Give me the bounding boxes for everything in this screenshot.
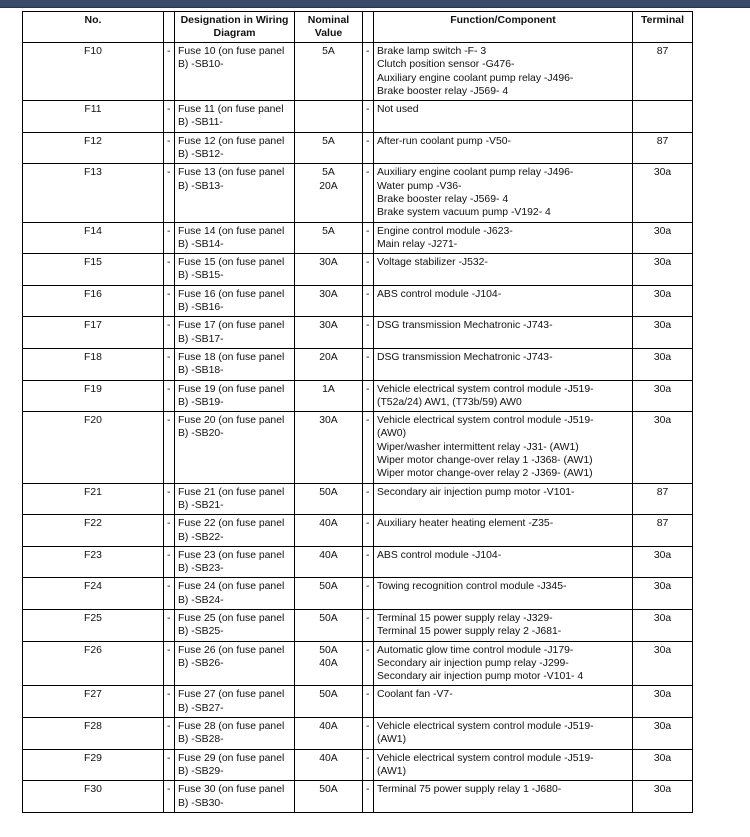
dash-marker: - [164,515,175,547]
function-cell [374,380,633,412]
designation-cell [175,483,295,515]
nominal-value-cell-line: 30A [319,257,338,269]
designation-cell-line: Fuse 21 (on fuse panel [178,486,285,498]
designation-cell-line: B) -SB16- [178,302,224,314]
function-cell-line: Brake lamp switch -F- 3 [377,46,487,57]
designation-cell-line: B) -SB22- [178,531,224,543]
terminal-cell: 30a [633,609,693,641]
designation-cell [175,348,295,380]
function-cell [374,254,633,286]
function-cell-line: Brake booster relay -J569- 4 [377,193,509,205]
fuse-number: F16 [23,285,164,317]
terminal-cell: 30a [633,254,693,286]
nominal-value-cell-line: 20A [319,180,338,192]
designation-cell-line: B) -SB12- [178,149,224,161]
designation-cell-line: B) -SB24- [178,594,224,606]
table-row [23,254,693,286]
header-no: No. [23,12,164,43]
header-dash-spacer [363,12,374,43]
function-cell [374,285,633,317]
designation-cell [175,222,295,254]
designation-cell-line: Fuse 12 (on fuse panel [178,135,285,147]
designation-cell [175,578,295,610]
nominal-value-cell-line: 40A [319,549,338,561]
designation-cell [175,718,295,750]
designation-cell [175,254,295,286]
function-cell-line: Brake booster relay -J569- 4 [377,85,509,97]
nominal-value-cell-line: 40A [319,721,338,733]
designation-cell-line: B) -SB27- [178,702,224,714]
dash-marker: - [164,317,175,349]
table-row [23,348,693,380]
function-cell-line: Secondary air injection pump motor -V101- [377,486,575,498]
header-nominal-value: Nominal Value [295,12,363,43]
dash-marker: - [164,641,175,686]
dash-marker: - [164,101,175,133]
nominal-value-cell-line: 50A [319,644,338,656]
window-top-bar [0,0,750,8]
terminal-cell: 30a [633,380,693,412]
table-row [23,641,693,686]
designation-cell [175,317,295,349]
fuse-number: F10 [23,43,164,101]
terminal-cell: 30a [633,781,693,813]
nominal-value-cell [295,483,363,515]
dash-marker: - [164,578,175,610]
nominal-value-cell [295,43,363,101]
function-cell [374,412,633,483]
function-cell [374,578,633,610]
function-cell [374,546,633,578]
table-row [23,222,693,254]
header-designation: Designation in Wiring Diagram [175,12,295,43]
designation-cell-line: B) -SB15- [178,270,224,282]
terminal-cell: 30a [633,641,693,686]
dash-marker: - [164,546,175,578]
fuse-table-body [23,43,693,813]
nominal-value-cell [295,412,363,483]
designation-cell-line: Fuse 27 (on fuse panel [178,689,285,701]
table-row [23,749,693,781]
designation-cell-line: Fuse 25 (on fuse panel [178,612,285,624]
dash-marker: - [164,285,175,317]
fuse-table [22,11,693,813]
nominal-value-cell [295,515,363,547]
nominal-value-cell-line: 40A [319,752,338,764]
designation-cell-line: B) -SB28- [178,734,224,746]
designation-cell [175,380,295,412]
dash-marker: - [363,101,374,133]
dash-marker: - [363,578,374,610]
function-cell-line: (AW0) [377,428,407,440]
terminal-cell: 30a [633,222,693,254]
dash-marker: - [363,686,374,718]
table-row [23,132,693,164]
fuse-number: F14 [23,222,164,254]
designation-cell-line: Fuse 17 (on fuse panel [178,320,285,332]
nominal-value-cell [295,641,363,686]
dash-marker: - [164,718,175,750]
function-cell-line: After-run coolant pump -V50- [377,135,511,147]
fuse-number: F20 [23,412,164,483]
function-cell-line: Secondary air injection pump motor -V101- 4 [377,671,584,683]
dash-marker: - [363,43,374,101]
table-row [23,686,693,718]
function-cell [374,483,633,515]
nominal-value-cell [295,380,363,412]
nominal-value-cell-line: 30A [319,320,338,332]
designation-cell [175,412,295,483]
table-row [23,101,693,133]
function-cell [374,718,633,750]
dash-marker: - [363,222,374,254]
header-terminal: Terminal [633,12,693,43]
function-cell-line: Automatic glow time control module -J179- [377,644,574,656]
header-dash-spacer [164,12,175,43]
fuse-number: F22 [23,515,164,547]
table-row [23,546,693,578]
designation-cell-line: B) -SB29- [178,765,224,777]
designation-cell [175,101,295,133]
fuse-number: F23 [23,546,164,578]
fuse-number: F29 [23,749,164,781]
function-cell-line: DSG transmission Mechatronic -J743- [377,351,553,363]
function-cell [374,515,633,547]
designation-cell-line: Fuse 13 (on fuse panel [178,167,285,179]
designation-cell [175,132,295,164]
dash-marker: - [164,749,175,781]
function-cell-line: Engine control module -J623- [377,225,513,237]
dash-marker: - [363,609,374,641]
nominal-value-cell [295,164,363,222]
dash-marker: - [363,483,374,515]
function-cell-line: Secondary air injection pump relay -J299- [377,657,569,669]
terminal-cell: 87 [633,43,693,101]
nominal-value-cell [295,749,363,781]
dash-marker: - [164,164,175,222]
dash-marker: - [164,43,175,101]
nominal-value-cell [295,718,363,750]
table-row [23,317,693,349]
function-cell-line: Brake system vacuum pump -V192- 4 [377,207,551,219]
nominal-value-cell-line: 50A [319,612,338,624]
function-cell [374,132,633,164]
dash-marker: - [363,132,374,164]
table-row [23,43,693,101]
nominal-value-cell-line: 50A [319,689,338,701]
fuse-number: F15 [23,254,164,286]
designation-cell-line: Fuse 28 (on fuse panel [178,721,285,733]
function-cell-line: Terminal 15 power supply relay -J329- [377,612,553,624]
designation-cell [175,515,295,547]
table-row [23,609,693,641]
designation-cell-line: Fuse 11 (on fuse panel [178,104,284,116]
nominal-value-cell-line: 40A [319,657,338,669]
dash-marker: - [164,686,175,718]
designation-cell-line: B) -SB17- [178,333,224,345]
terminal-cell: 87 [633,515,693,547]
designation-cell-line: Fuse 10 (on fuse panel [178,46,285,57]
function-cell-line: DSG transmission Mechatronic -J743- [377,320,553,332]
dash-marker: - [363,412,374,483]
function-cell-line: Vehicle electrical system control module -J519- [377,721,594,733]
function-cell-line: Auxiliary engine coolant pump relay -J496- [377,167,574,179]
function-cell [374,641,633,686]
fuse-number: F13 [23,164,164,222]
function-cell-line: Water pump -V36- [377,180,462,192]
nominal-value-cell-line: 50A [319,486,338,498]
nominal-value-cell-line: 5A [322,135,335,147]
dash-marker: - [363,718,374,750]
function-cell-line: Terminal 75 power supply relay 1 -J680- [377,784,562,796]
table-row [23,515,693,547]
terminal-cell: 87 [633,132,693,164]
function-cell-line: ABS control module -J104- [377,288,502,300]
terminal-cell: 30a [633,285,693,317]
designation-cell-line: Fuse 26 (on fuse panel [178,644,285,656]
nominal-value-cell [295,578,363,610]
header-function: Function/Component [374,12,633,43]
designation-cell-line: B) -SB21- [178,499,224,511]
function-cell-line: Terminal 15 power supply relay 2 -J681- [377,626,562,638]
terminal-cell: 30a [633,686,693,718]
terminal-cell: 30a [633,718,693,750]
function-cell [374,101,633,133]
nominal-value-cell-line: 5A [322,225,335,237]
dash-marker: - [363,781,374,813]
function-cell-line: (T52a/24) AW1, (T73b/59) AW0 [377,396,522,408]
designation-cell-line: Fuse 14 (on fuse panel [178,225,285,237]
terminal-cell: 30a [633,164,693,222]
dash-marker: - [363,317,374,349]
designation-cell-line: Fuse 22 (on fuse panel [178,518,285,530]
dash-marker: - [164,483,175,515]
table-row [23,285,693,317]
designation-cell [175,164,295,222]
function-cell [374,609,633,641]
nominal-value-cell-line: 5A [322,167,335,179]
function-cell-line: Towing recognition control module -J345- [377,581,567,593]
function-cell-line: Not used [377,104,419,116]
nominal-value-cell-line: 1A [322,383,335,395]
designation-cell-line: Fuse 19 (on fuse panel [178,383,285,395]
designation-cell [175,749,295,781]
function-cell [374,222,633,254]
nominal-value-cell-line: 50A [319,581,338,593]
nominal-value-cell [295,348,363,380]
dash-marker: - [363,749,374,781]
nominal-value-cell [295,254,363,286]
function-cell-line: Vehicle electrical system control module -J519- [377,383,594,395]
designation-cell-line: B) -SB20- [178,428,224,440]
function-cell-line: (AW1) [377,765,407,777]
terminal-cell [633,101,693,133]
designation-cell-line: B) -SB14- [178,238,224,250]
fuse-number: F17 [23,317,164,349]
terminal-cell: 30a [633,412,693,483]
function-cell-line: (AW1) [377,734,407,746]
table-row [23,483,693,515]
function-cell [374,749,633,781]
designation-cell-line: Fuse 16 (on fuse panel [178,288,285,300]
dash-marker: - [363,380,374,412]
nominal-value-cell [295,285,363,317]
function-cell [374,781,633,813]
designation-cell-line: Fuse 30 (on fuse panel [178,784,285,796]
designation-cell-line: B) -SB18- [178,365,224,377]
dash-marker: - [363,254,374,286]
dash-marker: - [164,781,175,813]
designation-cell-line: B) -SB11- [178,117,223,129]
designation-cell [175,781,295,813]
dash-marker: - [164,348,175,380]
designation-cell-line: Fuse 15 (on fuse panel [178,257,285,269]
designation-cell-line: B) -SB23- [178,563,224,575]
nominal-value-cell-line: 30A [319,415,338,427]
fuse-number: F26 [23,641,164,686]
table-row [23,781,693,813]
function-cell [374,164,633,222]
fuse-number: F30 [23,781,164,813]
dash-marker: - [164,412,175,483]
designation-cell [175,285,295,317]
dash-marker: - [363,641,374,686]
fuse-number: F18 [23,348,164,380]
fuse-number: F21 [23,483,164,515]
nominal-value-cell-line: 40A [319,518,338,530]
nominal-value-cell [295,546,363,578]
dash-marker: - [164,132,175,164]
function-cell-line: Clutch position sensor -G476- [377,59,515,71]
terminal-cell: 30a [633,348,693,380]
designation-cell-line: Fuse 24 (on fuse panel [178,581,285,593]
table-row [23,380,693,412]
nominal-value-cell [295,609,363,641]
fuse-number: F24 [23,578,164,610]
function-cell-line: Vehicle electrical system control module -J519- [377,415,594,427]
fuse-number: F19 [23,380,164,412]
designation-cell [175,641,295,686]
designation-cell-line: B) -SB26- [178,657,224,669]
nominal-value-cell [295,101,363,133]
dash-marker: - [164,254,175,286]
fuse-number: F27 [23,686,164,718]
nominal-value-cell [295,781,363,813]
designation-cell-line: Fuse 18 (on fuse panel [178,351,285,363]
designation-cell-line: B) -SB13- [178,180,224,192]
nominal-value-cell [295,132,363,164]
function-cell-line: Auxiliary engine coolant pump relay -J496- [377,72,574,84]
function-cell-line: Voltage stabilizer -J532- [377,257,488,269]
terminal-cell: 87 [633,483,693,515]
designation-cell-line: Fuse 20 (on fuse panel [178,415,285,427]
dash-marker: - [363,546,374,578]
designation-cell-line: B) -SB25- [178,626,224,638]
function-cell-line: ABS control module -J104- [377,549,502,561]
function-cell-line: Wiper/washer intermittent relay -J31- (AW1) [377,441,579,453]
dash-marker: - [164,380,175,412]
designation-cell-line: Fuse 23 (on fuse panel [178,549,285,561]
table-row [23,718,693,750]
dash-marker: - [363,348,374,380]
designation-cell [175,546,295,578]
terminal-cell: 30a [633,749,693,781]
dash-marker: - [363,285,374,317]
designation-cell-line: B) -SB10- [178,59,224,71]
function-cell [374,317,633,349]
function-cell [374,43,633,101]
function-cell-line: Coolant fan -V7- [377,689,453,701]
nominal-value-cell-line: 50A [319,784,338,796]
function-cell-line: Wiper motor change-over relay 2 -J369- (AW1) [377,468,593,480]
table-row [23,578,693,610]
function-cell-line: Wiper motor change-over relay 1 -J368- (AW1) [377,455,593,467]
terminal-cell: 30a [633,546,693,578]
nominal-value-cell-line: 30A [319,288,338,300]
fuse-number: F25 [23,609,164,641]
dash-marker: - [363,515,374,547]
function-cell [374,686,633,718]
designation-cell [175,43,295,101]
designation-cell-line: B) -SB30- [178,797,224,809]
dash-marker: - [363,164,374,222]
fuse-number: F12 [23,132,164,164]
terminal-cell: 30a [633,578,693,610]
designation-cell [175,686,295,718]
function-cell-line: Vehicle electrical system control module -J519- [377,752,594,764]
nominal-value-cell [295,222,363,254]
function-cell-line: Auxiliary heater heating element -Z35- [377,518,554,530]
fuse-number: F11 [23,101,164,133]
function-cell [374,348,633,380]
designation-cell-line: B) -SB19- [178,396,224,408]
table-row [23,164,693,222]
designation-cell-line: Fuse 29 (on fuse panel [178,752,285,764]
nominal-value-cell-line: 5A [322,46,335,57]
nominal-value-cell [295,317,363,349]
dash-marker: - [164,609,175,641]
nominal-value-cell [295,686,363,718]
terminal-cell: 30a [633,317,693,349]
dash-marker: - [164,222,175,254]
nominal-value-cell-line: 20A [319,351,338,363]
table-row [23,412,693,483]
fuse-number: F28 [23,718,164,750]
function-cell-line: Main relay -J271- [377,238,458,250]
table-header-row [23,12,693,43]
designation-cell [175,609,295,641]
